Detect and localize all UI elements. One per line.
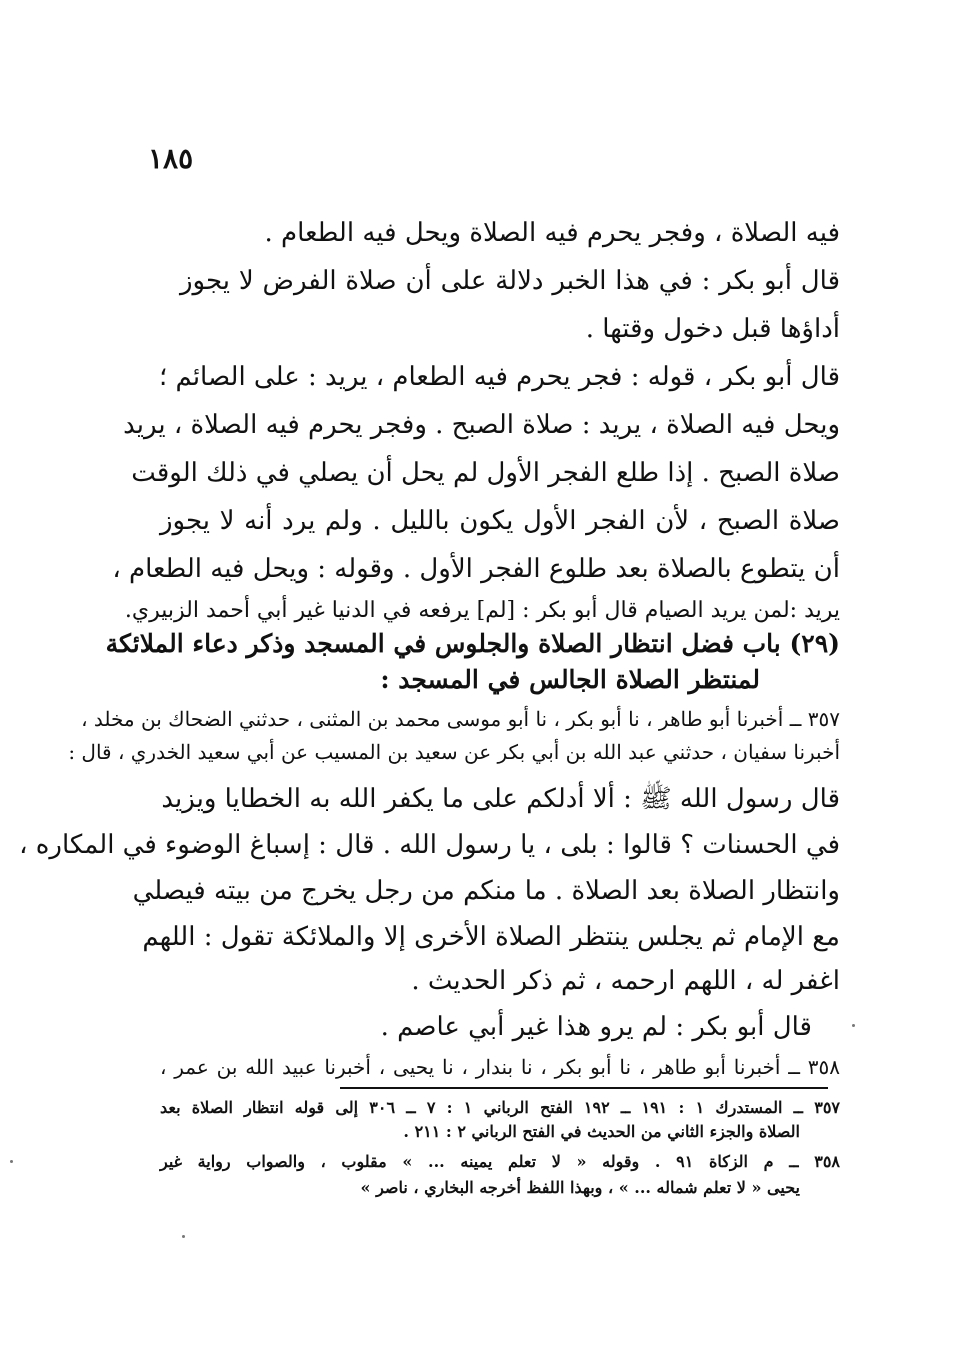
hadith-line: في الحسنات ؟ قالوا : بلى ، يا رسول الله . قال : إسباغ الوضوء في المكاره ، [19,830,840,860]
isnad-357 [68,704,840,768]
isnad-line: أخبرنا سفيان ، حدثني عبد الله بن أبي بكر عن سعيد بن المسيب عن أبي سعيد الخدري ، قال : [68,740,840,764]
hadith-line: وانتظار الصلاة بعد الصلاة . ما منكم من رجل يخرج من بيته فيصلي [132,876,840,906]
text-line: قال أبو بكر : في هذا الخبر دلالة على أن صلاة الفرض لا يجوز [180,266,840,296]
text-line: أن يتطوع بالصلاة بعد طلوع الفجر الأول . وقوله : ويحل فيه الطعام ، [112,554,840,584]
isnad-line: ٣٥٨ ــ أخبرنا أبو طاهر ، نا أبو بكر ، نا بندار ، نا يحيى ، أخبرنا عبيد الله بن عمر ، [160,1055,840,1079]
footnote-line: يحيى « لا تعلم شماله ... » ، وبهذا اللفظ أخرجه البخاري ، ناصر » [360,1178,800,1197]
scan-speck [10,1160,13,1163]
comment-357 [160,1008,840,1048]
hadith-line: قال رسول الله ﷺ : ألا أدلكم على ما يكفر الله به الخطايا ويزيد [161,784,840,814]
text-line: أداؤها قبل دخول وقتها . [585,314,840,344]
text-line: يريد :لمن يريد الصيام قال أبو بكر : [لم] يرفعه في الدنيا غير أبي أحمد الزبيري. [124,598,840,623]
footnotes [160,1096,840,1216]
isnad-358 [160,1052,840,1084]
opening-paragraphs [112,214,840,634]
text-line: ويحل فيه الصلاة ، يريد : صلاة الصبح . وفجر يحرم فيه الصلاة ، يريد [123,410,840,440]
footnote-line: الصلاة والجزء الثاني من الحديث في الفتح الرباني ٢ : ٢١١ . [403,1122,800,1141]
hadith-line: مع الإمام ثم يجلس ينتظر الصلاة الأخرى إلا والملائكة تقول : اللهم [142,922,840,952]
chapter-title-line: لمنتظر الصلاة الجالس في المسجد : [380,665,760,694]
footnote-line: ٣٥٧ ــ المستدرك ١ : ١٩١ ــ ١٩٢ الفتح الرباني ١ : ٧ ــ ٣٠٦ إلى قوله انتظار الصلاة بعد [160,1098,840,1117]
text-line: صلاة الصبح ، لأن الفجر الأول يكون بالليل . ولم يرد أنه لا يجوز [160,506,840,536]
hadith-357 [19,780,840,1010]
hadith-line: اغفر له ، اللهم ارحمه ، ثم ذكر الحديث . [411,966,840,996]
scan-speck [182,1235,185,1238]
chapter-heading [105,627,840,699]
text-line: قال أبو بكر ، قوله : فجر يحرم فيه الطعام ، يريد : على الصائم ؛ [158,362,840,392]
chapter-title-line: (٢٩) باب فضل انتظار الصلاة والجلوس في المسجد وذكر دعاء الملائكة [105,629,840,658]
isnad-line: ٣٥٧ ــ أخبرنا أبو طاهر ، نا أبو بكر ، نا أبو موسى محمد بن المثنى ، حدثني الضحاك بن مخلد ، [81,707,840,731]
text-line: فيه الصلاة ، وفجر يحرم فيه الصلاة ويحل فيه الطعام . [264,218,840,248]
footnote-divider [340,1087,828,1089]
page-number: ١٨٥ [148,142,194,175]
scan-speck [852,1024,855,1027]
comment-line: قال أبو بكر : لم يرو هذا غير أبي عاصم . [380,1012,812,1042]
footnote-line: ٣٥٨ ــ م الزكاة ٩١ . وقوله « لا تعلم يمينه ... » مقلوب ، والصواب رواية غير [160,1152,840,1171]
text-line: صلاة الصبح . إذا طلع الفجر الأول لم يحل أن يصلي في ذلك الوقت [131,458,840,488]
